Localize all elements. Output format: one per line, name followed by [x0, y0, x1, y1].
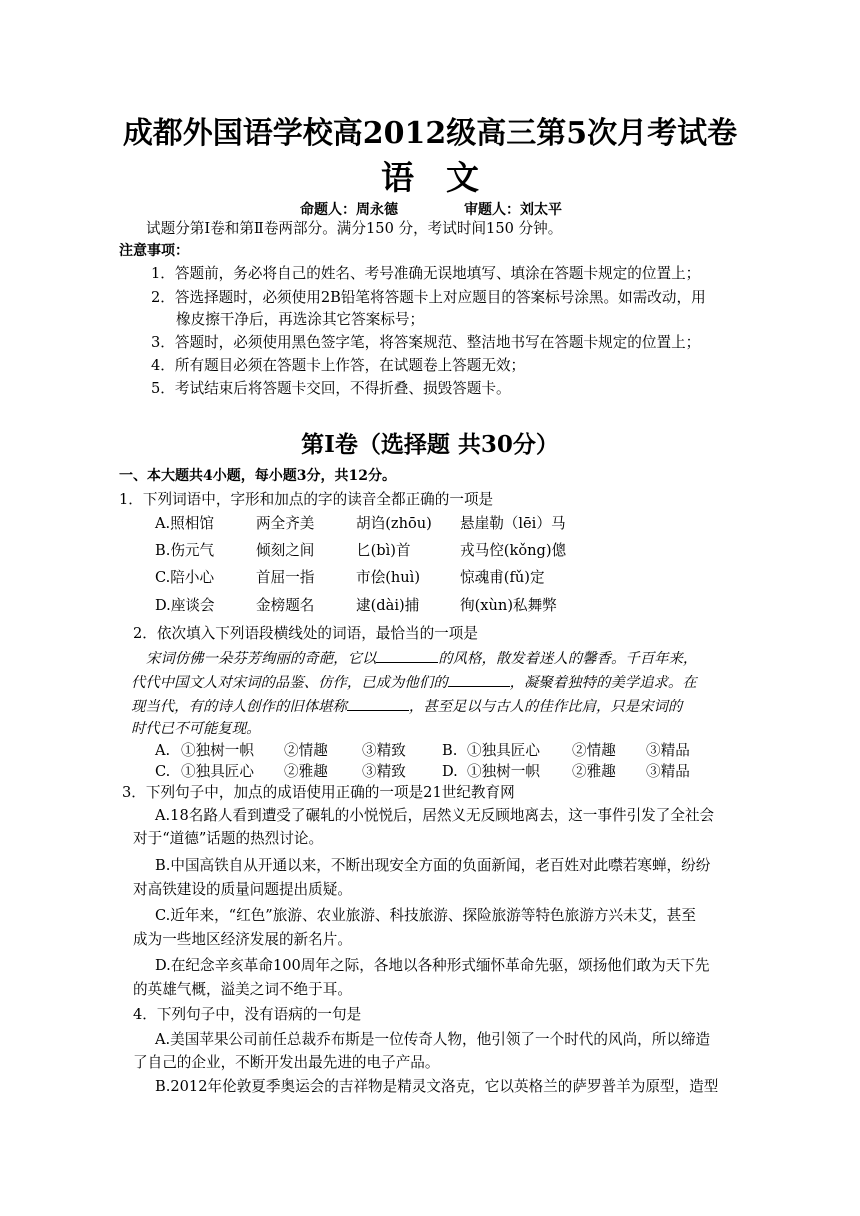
- option-part: ①独树一帜: [181, 742, 254, 759]
- q2-stem: 2．依次填入下列语段横线处的词语，最恰当的一项是: [133, 625, 478, 642]
- passage-text: ，甚至足以与古人的佳作比肩，只是宋词的: [408, 699, 683, 715]
- option-letter: C.: [155, 763, 171, 780]
- reviewer: 审题人：刘太平: [464, 202, 562, 218]
- fill-blank-1: [376, 648, 438, 663]
- setter: 命题人：周永德: [300, 202, 398, 218]
- option-part: ③精致: [362, 763, 406, 780]
- passage-line: [146, 648, 697, 669]
- note-item: 4．所有题目必须在答题卡上作答，在试题卷上答题无效；: [151, 357, 526, 374]
- author-line: [300, 199, 562, 219]
- q4-line: A.美国苹果公司前任总裁乔布斯是一位传奇人物，他引领了一个时代的风尚，所以缔造: [155, 1031, 711, 1048]
- fill-blank-3: [347, 696, 409, 711]
- q1-cell: 悬崖勒（lēi）马: [460, 515, 566, 532]
- q3-line: C.近年来，“红色”旅游、农业旅游、科技旅游、探险旅游等特色旅游方兴未艾，甚至: [155, 907, 696, 924]
- q1-cell: 金榜题名: [256, 597, 315, 614]
- q3-stem: 3．下列句子中，加点的成语使用正确的一项是21世纪教育网: [122, 784, 515, 801]
- option-part: ②情趣: [284, 742, 328, 759]
- q4-stem: 4．下列句子中，没有语病的一句是: [133, 1006, 362, 1023]
- note-item: 2．答选择题时，必须使用2B铅笔将答题卡上对应题目的答案标号涂黑。如需改动，用: [151, 289, 706, 306]
- option-part: ②雅趣: [284, 763, 328, 780]
- passage-text: 代代中国文人对宋词的品鉴、仿作，已成为他们的: [131, 675, 448, 691]
- option-part: ③精品: [646, 742, 690, 759]
- q1-cell: B.伤元气: [155, 542, 215, 559]
- q1-cell: 首屈一指: [256, 569, 315, 586]
- option-part: ②雅趣: [572, 763, 616, 780]
- option-part: ①独具匠心: [467, 742, 540, 759]
- passage-line: 时代已不可能复现。: [131, 721, 261, 737]
- q4-line: B.2012年伦敦夏季奥运会的吉祥物是精灵文洛克，它以英格兰的萨罗普羊为原型，造型: [155, 1078, 719, 1095]
- option-letter: A.: [155, 742, 171, 759]
- q1-cell: 逮(dài)捕: [356, 597, 420, 614]
- option-part: ③精致: [362, 742, 406, 759]
- intro-text: 试题分第Ⅰ卷和第Ⅱ卷两部分。满分150 分，考试时间150 分钟。: [146, 220, 563, 237]
- q1-cell: C.陪小心: [155, 569, 215, 586]
- passage-text: ，凝聚着独特的美学追求。在: [509, 675, 697, 691]
- passage-text: 的风格，散发着迷人的馨香。千百年来，: [438, 651, 698, 667]
- q3-line: 成为一些地区经济发展的新名片。: [133, 931, 352, 948]
- notes-heading: 注意事项：: [119, 243, 189, 259]
- section-title: 第Ⅰ卷（选择题 共30分）: [301, 431, 559, 458]
- note-item: 1．答题前，务必将自己的姓名、考号准确无误地填写、填涂在答题卡规定的位置上；: [151, 265, 701, 282]
- q1-cell: 惊魂甫(fǔ)定: [460, 569, 545, 586]
- exam-title: 成都外国语学校高2012级高三第5次月考试卷: [122, 116, 738, 151]
- subject-title: 语文: [381, 158, 511, 197]
- passage-text: 现当代，有的诗人创作的旧体堪称: [131, 699, 347, 715]
- q3-line: D.在纪念辛亥革命100周年之际，各地以各种形式缅怀革命先驱，颂扬他们敢为天下先: [155, 957, 710, 974]
- q1-cell: 倾刻之间: [256, 542, 315, 559]
- q1-cell: D.座谈会: [155, 597, 215, 614]
- q1-stem: 1．下列词语中，字形和加点的字的读音全都正确的一项是: [119, 491, 494, 508]
- q3-line: 对高铁建设的质量问题提出质疑。: [133, 881, 352, 898]
- q1-cell: 匕(bì)首: [356, 542, 411, 559]
- passage-line: [131, 696, 682, 717]
- option-part: ②情趣: [572, 742, 616, 759]
- option-letter: D.: [442, 763, 458, 780]
- part-heading: 一、本大题共4小题，每小题3分，共12分。: [119, 468, 396, 484]
- q1-cell: 戎马倥(kǒng)傯: [460, 542, 567, 559]
- note-item: 3．答题时，必须使用黑色签字笔，将答案规范、整洁地书写在答题卡规定的位置上；: [151, 334, 701, 351]
- option-part: ①独具匠心: [181, 763, 254, 780]
- note-item: 5．考试结束后将答题卡交回，不得折叠、损毁答题卡。: [151, 380, 511, 397]
- q1-cell: A.照相馆: [155, 515, 214, 532]
- option-part: ①独树一帜: [467, 763, 540, 780]
- option-letter: B.: [442, 742, 458, 759]
- q4-line: 了自己的企业，不断开发出最先进的电子产品。: [133, 1054, 440, 1071]
- option-part: ③精品: [646, 763, 690, 780]
- q1-cell: 徇(xùn)私舞弊: [460, 597, 557, 614]
- q1-cell: 胡诌(zhōu): [356, 515, 432, 532]
- q1-cell: 两全齐美: [256, 515, 315, 532]
- fill-blank-2: [448, 672, 510, 687]
- q3-line: 对于“道德”话题的热烈讨论。: [133, 830, 324, 847]
- q3-line: 的英雄气概，溢美之词不绝于耳。: [133, 981, 352, 998]
- passage-text: 宋词仿佛一朵芬芳绚丽的奇葩，它以: [146, 651, 377, 667]
- passage-line: [131, 672, 697, 693]
- q1-cell: 市侩(huì): [356, 569, 421, 586]
- note-item-continued: 橡皮擦干净后，再选涂其它答案标号；: [176, 311, 425, 328]
- q3-line: B.中国高铁自从开通以来，不断出现安全方面的负面新闻，老百姓对此噤若寒蝉，纷纷: [155, 857, 711, 874]
- q3-line: A.18名路人看到遭受了碾轧的小悦悦后，居然义无反顾地离去，这一事件引发了全社会: [155, 807, 715, 824]
